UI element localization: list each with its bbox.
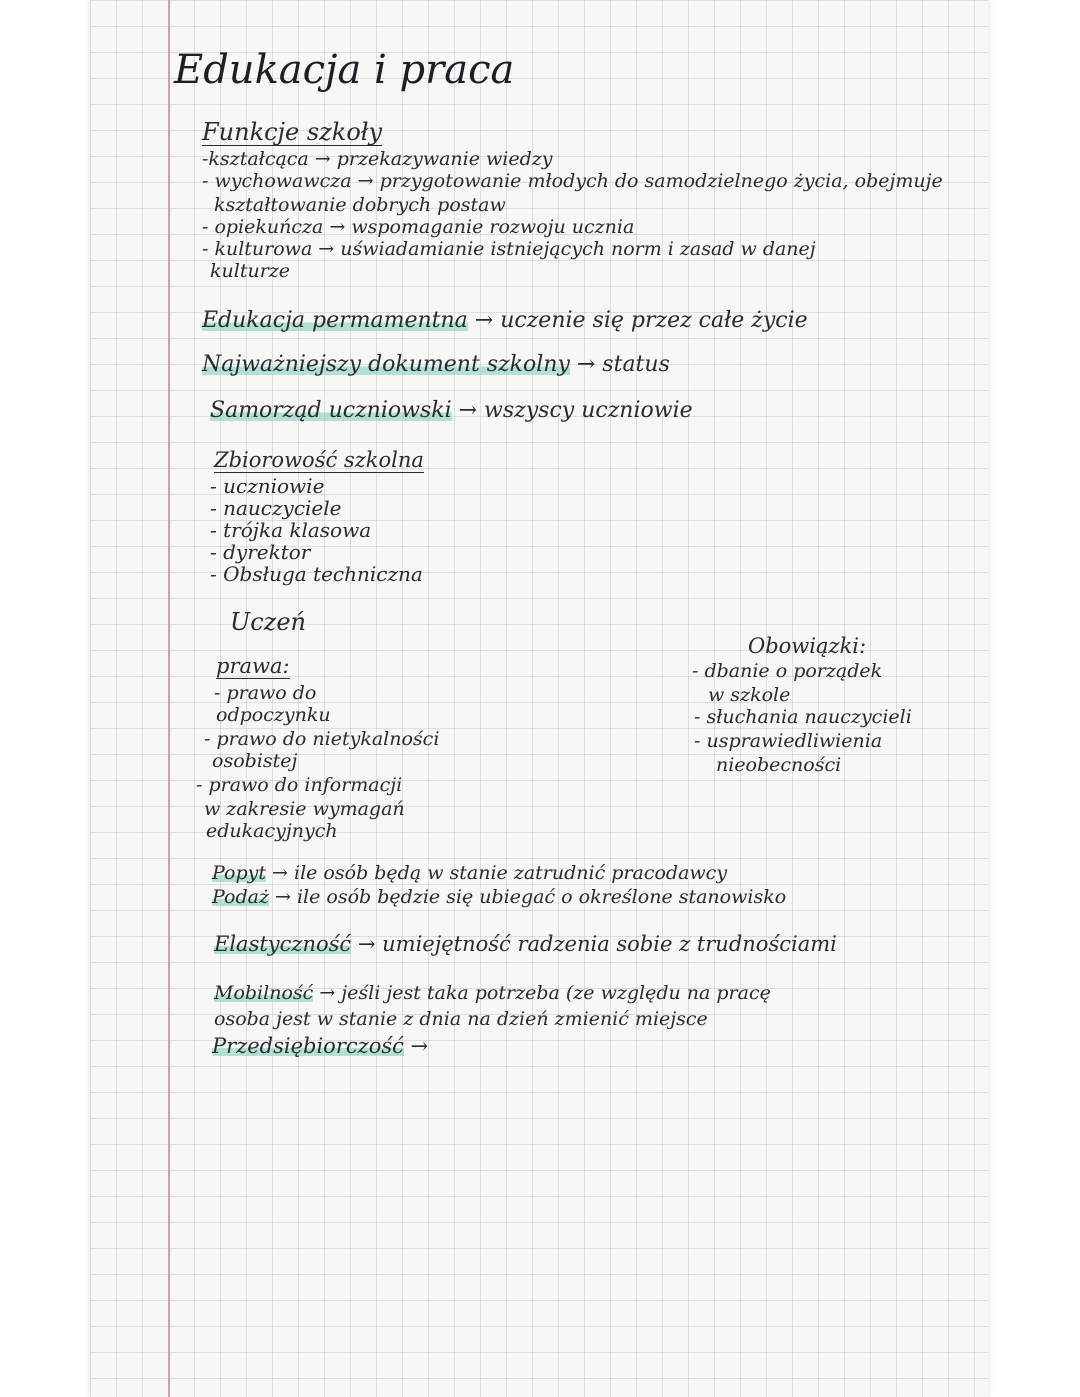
- functions-line-6: kulturze: [210, 260, 291, 282]
- rights-line-5: - prawo do informacji: [196, 774, 403, 796]
- duties-line-1: - dbanie o porządek: [692, 660, 883, 682]
- community-heading: Zbiorowość szkolna: [214, 448, 424, 472]
- highlighted-term: Podaż: [212, 886, 269, 908]
- rights-line-4: osobistej: [212, 750, 298, 772]
- rights-line-3: - prawo do nietykalności: [204, 728, 440, 750]
- duties-heading: Obowiązki:: [748, 634, 867, 658]
- functions-line-4: - opiekuńcza → wspomaganie rozwoju ucznia: [202, 216, 635, 238]
- highlighted-term: Samorząd uczniowski: [210, 398, 452, 423]
- notebook-page: [90, 0, 988, 1397]
- functions-line-5: - kulturowa → uświadamianie istniejących norm i zasad w danej: [202, 238, 816, 260]
- definition-student-council: Samorząd uczniowski → wszyscy uczniowie: [210, 398, 693, 423]
- flexibility-definition: Elastyczność → umiejętność radzenia sobie z trudnościami: [214, 932, 837, 956]
- duties-line-3: - słuchania nauczycieli: [694, 706, 912, 728]
- margin-line: [168, 0, 170, 1397]
- community-item-2: - nauczyciele: [210, 496, 342, 520]
- duties-line-5: nieobecności: [716, 754, 842, 776]
- definition-school-document: Najważniejszy dokument szkolny → status: [202, 352, 670, 377]
- highlighted-term: Elastyczność: [214, 932, 352, 956]
- mobility-line-1: Mobilność → jeśli jest taka potrzeba (ze względu na pracę: [214, 982, 771, 1004]
- market-supply: Podaż → ile osób będzie się ubiegać o określone stanowisko: [212, 886, 787, 908]
- market-demand: Popyt → ile osób będą w stanie zatrudnić pracodawcy: [212, 862, 728, 884]
- rights-line-6: w zakresie wymagań: [204, 798, 405, 820]
- functions-line-3: kształtowanie dobrych postaw: [214, 194, 506, 216]
- highlighted-term: Edukacja permamentna: [202, 308, 468, 333]
- highlighted-term: Najważniejszy dokument szkolny: [202, 352, 570, 377]
- highlighted-term: Popyt: [212, 862, 266, 884]
- rights-heading: prawa:: [216, 654, 290, 678]
- entrepreneurship-term: Przedsiębiorczość →: [212, 1034, 429, 1058]
- functions-heading: Funkcje szkoły: [202, 118, 383, 146]
- mobility-line-2: osoba jest w stanie z dnia na dzień zmienić miejsce: [214, 1008, 708, 1030]
- duties-line-4: - usprawiedliwienia: [694, 730, 883, 752]
- community-item-4: - dyrektor: [210, 540, 311, 564]
- highlighted-term: Przedsiębiorczość: [212, 1034, 404, 1058]
- rights-line-1: - prawo do: [214, 682, 317, 704]
- page-title: Edukacja i praca: [174, 47, 515, 93]
- community-item-5: - Obsługa techniczna: [210, 562, 423, 586]
- definition-permanent-education: Edukacja permamentna → uczenie się przez całe życie: [202, 308, 808, 333]
- rights-line-2: odpoczynku: [216, 704, 331, 726]
- student-heading: Uczeń: [230, 608, 306, 636]
- functions-line-2: - wychowawcza → przygotowanie młodych do samodzielnego życia, obejmuje: [202, 170, 943, 192]
- functions-line-1: -kształcąca → przekazywanie wiedzy: [202, 148, 553, 170]
- duties-line-2: w szkole: [708, 684, 791, 706]
- community-item-3: - trójka klasowa: [210, 518, 372, 542]
- highlighted-term: Mobilność: [214, 982, 314, 1004]
- rights-line-7: edukacyjnych: [206, 820, 338, 842]
- community-item-1: - uczniowie: [210, 474, 325, 498]
